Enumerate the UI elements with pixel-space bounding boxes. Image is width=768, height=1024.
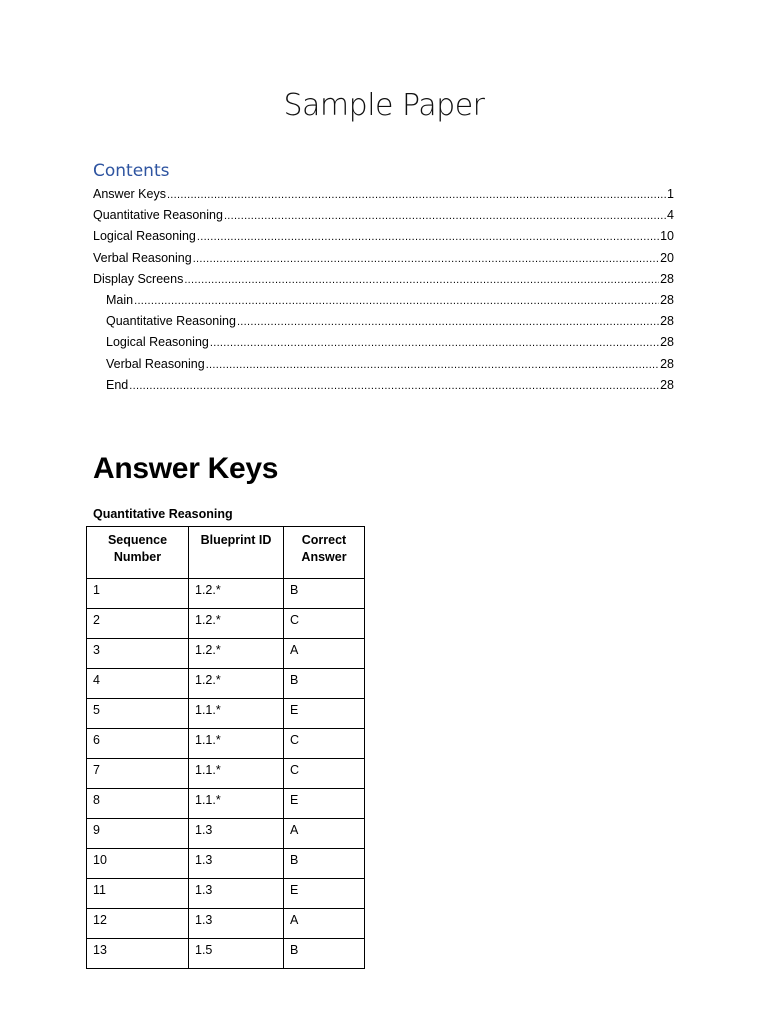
answer-key-table	[86, 526, 365, 969]
cell-sequence-number: 8	[87, 789, 189, 819]
toc-entry[interactable]	[93, 185, 674, 206]
cell-sequence-number: 10	[87, 849, 189, 879]
cell-blueprint-id: 1.1.*	[189, 699, 284, 729]
cell-correct-answer: C	[284, 609, 365, 639]
toc-entry-page: 28	[660, 314, 674, 329]
table-row	[87, 789, 365, 819]
cell-blueprint-id: 1.2.*	[189, 669, 284, 699]
toc-entry-label: Verbal Reasoning	[93, 250, 192, 265]
toc-entry-label: Logical Reasoning	[106, 335, 209, 350]
toc-entry-page: 28	[660, 271, 674, 286]
table-row	[87, 939, 365, 969]
toc-entry-label: Main	[106, 292, 134, 307]
toc-entry-page: 20	[660, 250, 674, 265]
cell-blueprint-id: 1.1.*	[189, 729, 284, 759]
toc-entry-page: 28	[660, 377, 674, 392]
toc-leader-dots	[210, 334, 659, 352]
cell-correct-answer: E	[284, 879, 365, 909]
header-blueprint-id: Blueprint ID	[189, 527, 284, 579]
cell-correct-answer: E	[284, 699, 365, 729]
cell-sequence-number: 9	[87, 819, 189, 849]
toc-leader-dots	[224, 207, 666, 225]
toc-leader-dots	[237, 313, 659, 331]
toc-entry-label: Quantitative Reasoning	[106, 314, 236, 329]
cell-blueprint-id: 1.3	[189, 849, 284, 879]
cell-correct-answer: B	[284, 669, 365, 699]
table-row	[87, 669, 365, 699]
toc-entry-page: 10	[660, 229, 674, 244]
document-title: Sample Paper	[283, 88, 485, 123]
toc-entry-page: 28	[660, 292, 674, 307]
table-caption: Quantitative Reasoning	[93, 507, 233, 521]
toc-leader-dots	[206, 356, 659, 374]
toc-leader-dots	[134, 292, 659, 310]
cell-sequence-number: 12	[87, 909, 189, 939]
toc-entry[interactable]	[93, 312, 674, 333]
cell-sequence-number: 4	[87, 669, 189, 699]
cell-correct-answer: A	[284, 639, 365, 669]
table-row	[87, 699, 365, 729]
section-title-answer-keys: Answer Keys	[93, 452, 279, 485]
header-sequence-number	[87, 527, 189, 579]
toc-leader-dots	[129, 377, 659, 395]
toc-entry-label: Logical Reasoning	[93, 229, 196, 244]
cell-blueprint-id: 1.3	[189, 879, 284, 909]
cell-blueprint-id: 1.1.*	[189, 789, 284, 819]
toc-entry[interactable]	[93, 249, 674, 270]
toc-entry[interactable]	[93, 206, 674, 227]
cell-sequence-number: 6	[87, 729, 189, 759]
cell-blueprint-id: 1.2.*	[189, 579, 284, 609]
cell-blueprint-id: 1.3	[189, 909, 284, 939]
cell-blueprint-id: 1.3	[189, 819, 284, 849]
table-row	[87, 849, 365, 879]
cell-correct-answer: B	[284, 939, 365, 969]
toc-entry[interactable]	[93, 355, 674, 376]
cell-correct-answer: C	[284, 729, 365, 759]
header-sequence-line1: Sequence	[107, 533, 168, 547]
toc-entry[interactable]	[93, 376, 674, 397]
header-sequence-line2: Number	[113, 550, 162, 564]
toc-heading: Contents	[93, 161, 170, 181]
table-of-contents	[93, 185, 674, 397]
toc-entry-label: Verbal Reasoning	[106, 356, 205, 371]
table-row	[87, 879, 365, 909]
table-header-row	[87, 527, 365, 579]
cell-sequence-number: 11	[87, 879, 189, 909]
table-row	[87, 759, 365, 789]
cell-blueprint-id: 1.2.*	[189, 609, 284, 639]
table-row	[87, 819, 365, 849]
cell-sequence-number: 3	[87, 639, 189, 669]
header-correct-line1: Correct	[301, 533, 347, 547]
toc-leader-dots	[167, 186, 666, 204]
cell-correct-answer: A	[284, 819, 365, 849]
table-row	[87, 729, 365, 759]
cell-correct-answer: C	[284, 759, 365, 789]
cell-sequence-number: 2	[87, 609, 189, 639]
toc-entry-label: Display Screens	[93, 271, 184, 286]
toc-leader-dots	[184, 271, 659, 289]
table-row	[87, 609, 365, 639]
cell-correct-answer: A	[284, 909, 365, 939]
cell-sequence-number: 1	[87, 579, 189, 609]
toc-entry-label: End	[106, 377, 129, 392]
toc-entry[interactable]	[93, 270, 674, 291]
cell-blueprint-id: 1.5	[189, 939, 284, 969]
cell-sequence-number: 5	[87, 699, 189, 729]
cell-sequence-number: 7	[87, 759, 189, 789]
toc-entry-page: 4	[667, 208, 674, 223]
toc-entry-label: Quantitative Reasoning	[93, 208, 223, 223]
toc-leader-dots	[197, 228, 659, 246]
toc-entry-page: 1	[667, 187, 674, 201]
toc-entry-page: 28	[660, 356, 674, 371]
toc-entry[interactable]	[93, 333, 674, 354]
cell-correct-answer: B	[284, 579, 365, 609]
cell-correct-answer: E	[284, 789, 365, 819]
table-row	[87, 579, 365, 609]
header-correct-line2: Answer	[301, 550, 347, 564]
cell-sequence-number: 13	[87, 939, 189, 969]
toc-entry-label: Answer Keys	[93, 187, 166, 201]
cell-blueprint-id: 1.2.*	[189, 639, 284, 669]
cell-blueprint-id: 1.1.*	[189, 759, 284, 789]
toc-entry[interactable]	[93, 227, 674, 248]
toc-entry[interactable]	[93, 291, 674, 312]
toc-leader-dots	[193, 250, 659, 268]
table-row	[87, 639, 365, 669]
table-row	[87, 909, 365, 939]
toc-entry-page: 28	[660, 335, 674, 350]
cell-correct-answer: B	[284, 849, 365, 879]
header-correct-answer	[284, 527, 365, 579]
